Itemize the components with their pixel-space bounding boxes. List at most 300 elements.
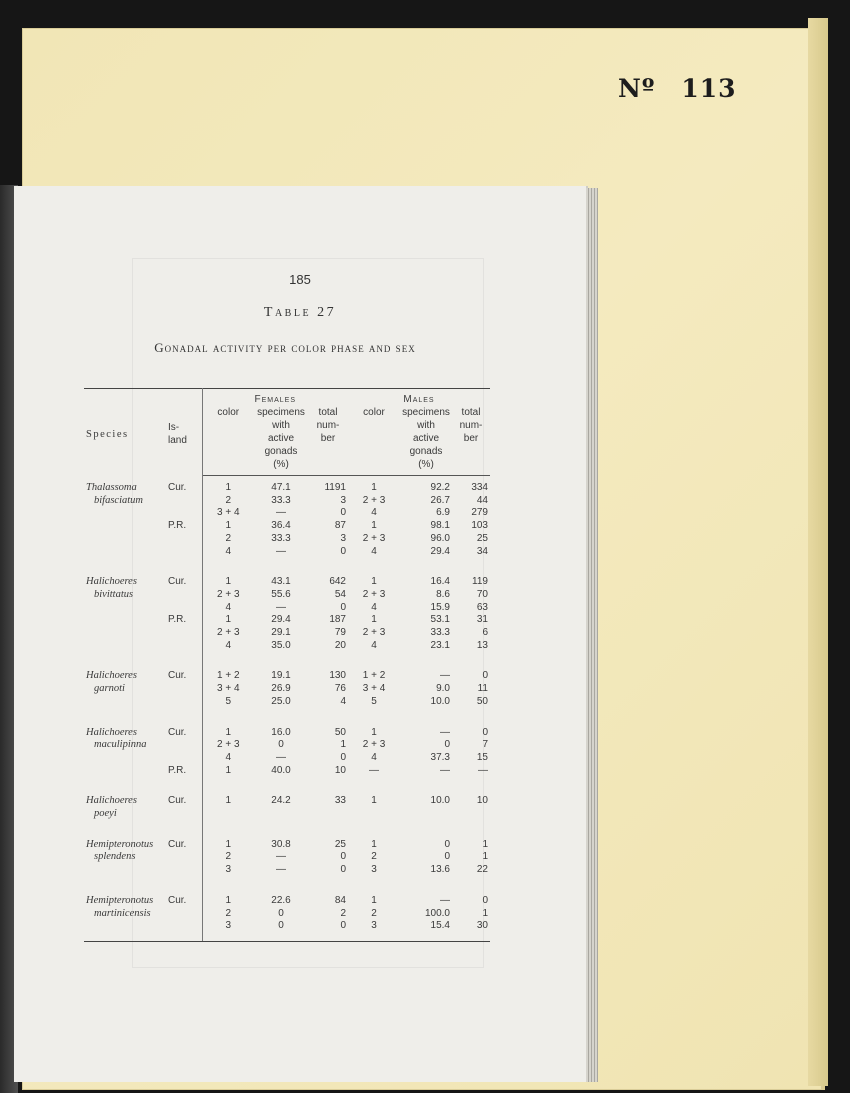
male-total-cell: 50 <box>476 695 488 707</box>
spacer-cell <box>202 558 254 576</box>
spacer-cell <box>164 877 202 895</box>
spacer-row <box>84 709 490 727</box>
species-cell <box>84 627 164 640</box>
species-cell: Halichoeres <box>86 795 137 807</box>
page-number: 185 <box>289 272 311 287</box>
female-total-cell: 25 <box>334 838 346 850</box>
spacer-cell <box>400 558 452 576</box>
island-cell <box>164 851 202 864</box>
female-total-cell: 87 <box>334 520 346 532</box>
table-row <box>84 476 490 495</box>
male-color-cell: 1 <box>371 838 377 850</box>
female-specimens-cell: 43.1 <box>271 576 291 588</box>
species-cell: Thalassoma <box>86 481 137 493</box>
female-total-cell: 0 <box>340 545 346 557</box>
table-row <box>84 507 490 520</box>
spacer-cell <box>400 777 452 795</box>
male-total-cell: 119 <box>472 576 488 588</box>
female-total-cell: 84 <box>334 894 346 906</box>
table-row <box>84 495 490 508</box>
island-cell: Cur. <box>164 895 202 908</box>
female-specimens-cell: 25.0 <box>271 695 291 707</box>
male-color-cell: 4 <box>371 507 377 519</box>
island-cell: Cur. <box>164 795 202 808</box>
male-color-cell: 4 <box>371 545 377 557</box>
male-total-cell: 22 <box>476 864 488 876</box>
table-row <box>84 683 490 696</box>
spacer-cell <box>308 821 348 839</box>
male-total-cell: — <box>478 764 488 776</box>
folder-number: 113 <box>681 74 737 103</box>
male-specimens-cell: 26.7 <box>430 494 450 506</box>
female-specimens-cell: 26.9 <box>271 683 291 695</box>
male-total-cell: 1 <box>482 838 488 850</box>
island-cell <box>164 752 202 765</box>
male-specimens-cell: 98.1 <box>430 520 450 532</box>
female-specimens-cell: 16.0 <box>271 726 291 738</box>
species-cell <box>84 507 164 520</box>
male-color-cell <box>348 808 400 821</box>
female-specimens-cell: 29.4 <box>271 614 291 626</box>
male-total-cell: 44 <box>476 494 488 506</box>
male-color-cell: 2 + 3 <box>362 494 386 506</box>
male-color-cell: 1 <box>371 520 377 532</box>
male-specimens-cell: 37.3 <box>430 751 450 763</box>
island-cell: P.R. <box>164 520 202 533</box>
male-total-cell: 10 <box>476 795 488 807</box>
female-total-cell: 1191 <box>324 482 346 493</box>
female-specimens-cell: 24.2 <box>271 795 291 807</box>
spacer-cell <box>164 558 202 576</box>
spacer-cell <box>254 709 308 727</box>
female-color-header: color <box>202 406 254 476</box>
species-cell <box>84 696 164 709</box>
male-specimens-cell: 10.0 <box>430 795 450 807</box>
male-color-cell: 2 + 3 <box>362 627 386 639</box>
female-total-cell: 130 <box>329 670 346 682</box>
island-cell <box>164 739 202 752</box>
male-total-cell: 13 <box>476 639 488 651</box>
table-row <box>84 602 490 615</box>
female-color-cell: 1 <box>225 795 232 807</box>
male-total-cell: 31 <box>476 614 488 626</box>
species-cell: Halichoeres <box>86 670 137 682</box>
female-color-cell: 1 <box>225 838 232 850</box>
table-row <box>84 589 490 602</box>
island-cell <box>164 920 202 941</box>
spacer-cell <box>348 558 400 576</box>
species-cell <box>84 546 164 559</box>
male-specimens-cell: 8.6 <box>436 588 450 600</box>
species-cell: Halichoeres <box>86 726 137 738</box>
table-row <box>84 765 490 778</box>
island-cell <box>164 627 202 640</box>
female-color-cell: 1 <box>225 520 232 532</box>
species-cell: Halichoeres <box>86 576 137 588</box>
spacer-cell <box>84 821 164 839</box>
male-color-cell: 1 <box>371 726 377 738</box>
table-body <box>84 476 490 942</box>
female-total-cell: 4 <box>340 695 346 707</box>
female-specimens-cell: 0 <box>254 920 308 941</box>
species-cell <box>84 520 164 533</box>
spacer-row <box>84 821 490 839</box>
male-total-cell: 25 <box>476 532 488 544</box>
male-specimens-header: specimens with active gonads (%) <box>400 406 452 476</box>
female-total-cell: 0 <box>308 920 348 941</box>
male-specimens-cell: 0 <box>444 851 450 863</box>
island-header: Is- land <box>164 389 202 476</box>
female-color-cell: 1 <box>225 894 232 906</box>
female-color-cell: 3 <box>202 920 254 941</box>
female-total-cell: 0 <box>340 601 346 613</box>
table-row <box>84 627 490 640</box>
male-color-cell: 1 <box>371 482 377 493</box>
spacer-cell <box>400 652 452 670</box>
male-specimens-cell: 100.0 <box>424 907 450 919</box>
male-color-header: color <box>348 406 400 476</box>
female-total-cell: 2 <box>340 907 346 919</box>
spacer-cell <box>348 777 400 795</box>
male-color-cell: 5 <box>371 695 377 707</box>
number-sign: Nº <box>618 74 656 103</box>
species-cell <box>84 614 164 627</box>
spacer-cell <box>452 652 490 670</box>
spacer-cell <box>202 877 254 895</box>
male-specimens-cell: 23.1 <box>430 639 450 651</box>
male-specimens-cell: 33.3 <box>430 627 450 639</box>
island-cell <box>164 589 202 602</box>
male-total-cell: 0 <box>482 726 488 738</box>
table-caption: Gonadal activity per color phase and sex <box>154 340 416 355</box>
spacer-cell <box>400 709 452 727</box>
male-total-cell: 279 <box>471 507 488 519</box>
male-specimens-cell: 15.4 <box>400 920 452 941</box>
species-cell: splendens <box>94 851 136 863</box>
female-color-cell: 4 <box>225 639 232 651</box>
male-specimens-cell: 92.2 <box>430 482 450 493</box>
female-specimens-cell: 0 <box>278 739 284 751</box>
female-color-cell: 2 + 3 <box>216 627 240 639</box>
spacer-cell <box>400 877 452 895</box>
female-color-cell: 4 <box>225 545 232 557</box>
female-total-cell: 1 <box>340 739 346 751</box>
female-specimens-cell: 33.3 <box>271 532 291 544</box>
island-cell <box>164 546 202 559</box>
spacer-cell <box>84 558 164 576</box>
spacer-row <box>84 877 490 895</box>
male-specimens-cell: 16.4 <box>430 576 450 588</box>
island-cell <box>164 533 202 546</box>
male-total-cell <box>452 808 490 821</box>
gonadal-activity-table <box>84 388 490 942</box>
female-color-cell: 2 <box>225 907 232 919</box>
male-specimens-cell: 53.1 <box>430 614 450 626</box>
spacer-cell <box>452 877 490 895</box>
female-total-cell: 10 <box>334 764 346 776</box>
male-specimens-cell: — <box>440 764 450 776</box>
table-row <box>84 670 490 683</box>
female-total-header: total num- ber <box>308 406 348 476</box>
female-total-cell: 33 <box>334 795 346 807</box>
spacer-cell <box>452 777 490 795</box>
female-color-cell: 2 <box>225 494 232 506</box>
male-specimens-cell: 10.0 <box>430 695 450 707</box>
table-row <box>84 546 490 559</box>
spacer-cell <box>202 709 254 727</box>
male-specimens-cell: 96.0 <box>430 532 450 544</box>
island-cell <box>164 696 202 709</box>
spacer-cell <box>308 558 348 576</box>
spacer-cell <box>202 821 254 839</box>
male-total-cell: 1 <box>482 851 488 863</box>
spacer-cell <box>452 821 490 839</box>
table-row <box>84 752 490 765</box>
female-color-cell: 1 + 2 <box>216 670 240 682</box>
female-specimens-header: specimens with active gonads (%) <box>254 406 308 476</box>
spacer-cell <box>254 777 308 795</box>
male-total-cell: 334 <box>471 482 488 493</box>
female-specimens-cell: 22.6 <box>271 894 291 906</box>
female-color-cell: 4 <box>225 601 232 613</box>
female-color-cell: 2 <box>225 851 232 863</box>
island-cell: P.R. <box>164 614 202 627</box>
male-total-cell: 11 <box>477 683 488 695</box>
male-total-cell: 63 <box>476 601 488 613</box>
folder-number-stamp <box>618 74 737 103</box>
spacer-cell <box>254 877 308 895</box>
island-cell: Cur. <box>164 727 202 740</box>
male-total-cell: 1 <box>482 907 488 919</box>
spacer-row <box>84 558 490 576</box>
table-row <box>84 576 490 589</box>
male-total-cell: 7 <box>482 739 488 751</box>
female-color-cell <box>202 808 254 821</box>
folder-edge <box>808 18 828 1086</box>
female-total-cell <box>308 808 348 821</box>
female-specimens-cell: — <box>276 507 286 519</box>
species-cell: bifasciatum <box>94 494 143 506</box>
male-specimens-cell: — <box>440 894 450 906</box>
male-specimens-cell: 29.4 <box>430 545 450 557</box>
female-specimens-cell: — <box>276 601 286 613</box>
male-color-cell: 3 <box>348 920 400 941</box>
female-specimens-cell: — <box>276 851 286 863</box>
female-total-cell: 3 <box>340 532 346 544</box>
female-color-cell: 3 + 4 <box>216 683 240 695</box>
spacer-cell <box>254 558 308 576</box>
male-color-cell: — <box>369 764 379 776</box>
female-total-cell: 642 <box>329 576 346 588</box>
table-row <box>84 520 490 533</box>
male-total-header: total num- ber <box>452 406 490 476</box>
male-total-cell: 15 <box>476 751 488 763</box>
island-cell: P.R. <box>164 765 202 778</box>
female-total-cell: 50 <box>334 726 346 738</box>
species-cell: maculipinna <box>94 739 147 751</box>
males-header: Males <box>348 389 490 407</box>
female-total-cell: 20 <box>334 639 346 651</box>
male-specimens-cell <box>400 808 452 821</box>
species-cell: Hemipteronotus <box>86 894 154 906</box>
female-total-cell: 76 <box>334 683 346 695</box>
species-cell: poeyi <box>94 808 117 820</box>
spacer-cell <box>164 821 202 839</box>
female-specimens-cell: 35.0 <box>271 639 291 651</box>
male-color-cell: 2 + 3 <box>362 532 386 544</box>
male-total-cell: 6 <box>482 627 488 639</box>
male-total-cell: 34 <box>476 545 488 557</box>
male-color-cell: 1 + 2 <box>362 670 386 682</box>
male-color-cell: 4 <box>371 601 377 613</box>
spacer-cell <box>254 652 308 670</box>
spacer-cell <box>164 709 202 727</box>
female-specimens-cell: — <box>276 545 286 557</box>
male-color-cell: 1 <box>371 614 377 626</box>
island-cell <box>164 495 202 508</box>
male-color-cell: 3 + 4 <box>362 683 386 695</box>
female-color-cell: 5 <box>225 695 232 707</box>
species-cell: garnoti <box>94 683 125 695</box>
table-row <box>84 920 490 941</box>
table-row <box>84 795 490 808</box>
table-row <box>84 696 490 709</box>
female-color-cell: 1 <box>225 614 232 626</box>
spacer-cell <box>202 777 254 795</box>
females-header: Females <box>202 389 348 407</box>
spacer-cell <box>348 709 400 727</box>
species-cell <box>84 765 164 778</box>
spacer-cell <box>400 821 452 839</box>
spacer-cell <box>164 652 202 670</box>
island-cell: Cur. <box>164 476 202 495</box>
island-cell <box>164 908 202 921</box>
male-color-cell: 2 <box>371 851 377 863</box>
table-name: Table 27 <box>263 305 337 320</box>
male-color-cell: 4 <box>371 639 377 651</box>
male-color-cell: 2 + 3 <box>362 588 386 600</box>
female-specimens-cell: 0 <box>278 907 284 919</box>
female-color-cell: 3 <box>225 864 232 876</box>
female-total-cell: 3 <box>340 494 346 506</box>
female-total-cell: 187 <box>329 614 346 626</box>
female-specimens-cell: 55.6 <box>271 588 291 600</box>
male-color-cell: 1 <box>371 576 377 588</box>
species-header: Species <box>84 389 164 476</box>
spacer-cell <box>452 558 490 576</box>
female-total-cell: 0 <box>340 751 346 763</box>
female-total-cell: 0 <box>340 851 346 863</box>
female-specimens-cell: 30.8 <box>271 838 291 850</box>
table-row <box>84 640 490 653</box>
species-cell <box>84 752 164 765</box>
spacer-row <box>84 777 490 795</box>
species-cell <box>84 533 164 546</box>
male-color-cell: 3 <box>371 864 377 876</box>
male-specimens-cell: 0 <box>444 739 450 751</box>
spacer-cell <box>308 709 348 727</box>
male-color-cell: 2 <box>371 907 377 919</box>
spacer-cell <box>164 777 202 795</box>
island-cell: Cur. <box>164 576 202 589</box>
male-total-cell: 30 <box>452 920 490 941</box>
male-color-cell: 1 <box>371 795 377 807</box>
spacer-cell <box>84 777 164 795</box>
female-color-cell: 1 <box>225 576 232 588</box>
female-color-cell: 2 <box>225 532 232 544</box>
page-stack-edge <box>586 188 598 1082</box>
species-cell <box>84 640 164 653</box>
island-cell <box>164 602 202 615</box>
spacer-cell <box>254 821 308 839</box>
female-specimens-cell: — <box>276 751 286 763</box>
table-row <box>84 739 490 752</box>
spacer-cell <box>348 821 400 839</box>
species-cell: Hemipteronotus <box>86 838 154 850</box>
female-total-cell: 54 <box>334 588 346 600</box>
spacer-cell <box>452 709 490 727</box>
island-cell <box>164 683 202 696</box>
spacer-cell <box>348 652 400 670</box>
male-specimens-cell: — <box>440 726 450 738</box>
island-cell: Cur. <box>164 839 202 852</box>
female-specimens-cell: 33.3 <box>271 494 291 506</box>
table-row <box>84 533 490 546</box>
male-total-cell: 103 <box>471 520 488 532</box>
female-color-cell: 2 + 3 <box>216 588 240 600</box>
species-cell: bivittatus <box>94 588 134 600</box>
spacer-cell <box>84 652 164 670</box>
table-row <box>84 864 490 877</box>
female-specimens-cell: 19.1 <box>271 670 291 682</box>
male-total-cell: 70 <box>476 588 488 600</box>
female-total-cell: 0 <box>340 864 346 876</box>
table-row <box>84 727 490 740</box>
table-row <box>84 614 490 627</box>
female-color-cell: 4 <box>225 751 232 763</box>
spacer-cell <box>308 777 348 795</box>
spacer-cell <box>308 652 348 670</box>
female-color-cell: 2 + 3 <box>216 739 240 751</box>
female-total-cell: 79 <box>334 627 346 639</box>
male-color-cell: 2 + 3 <box>362 739 386 751</box>
female-specimens-cell: 36.4 <box>271 520 291 532</box>
male-color-cell: 1 <box>371 894 377 906</box>
female-total-cell: 0 <box>340 507 346 519</box>
male-specimens-cell: — <box>440 670 450 682</box>
male-specimens-cell: 6.9 <box>436 507 450 519</box>
male-specimens-cell: 15.9 <box>430 601 450 613</box>
female-specimens-cell: 29.1 <box>271 627 291 639</box>
spacer-cell <box>84 709 164 727</box>
island-cell: Cur. <box>164 670 202 683</box>
spacer-row <box>84 652 490 670</box>
spacer-cell <box>202 652 254 670</box>
island-cell <box>164 507 202 520</box>
island-cell <box>164 808 202 821</box>
table-row <box>84 908 490 921</box>
male-total-cell: 0 <box>482 894 488 906</box>
spacer-cell <box>348 877 400 895</box>
table-row <box>84 895 490 908</box>
female-specimens-cell: 47.1 <box>271 482 291 493</box>
table-header <box>84 389 490 476</box>
species-cell <box>84 864 164 877</box>
table-row <box>84 839 490 852</box>
spacer-cell <box>84 877 164 895</box>
spacer-cell <box>308 877 348 895</box>
species-cell <box>84 602 164 615</box>
